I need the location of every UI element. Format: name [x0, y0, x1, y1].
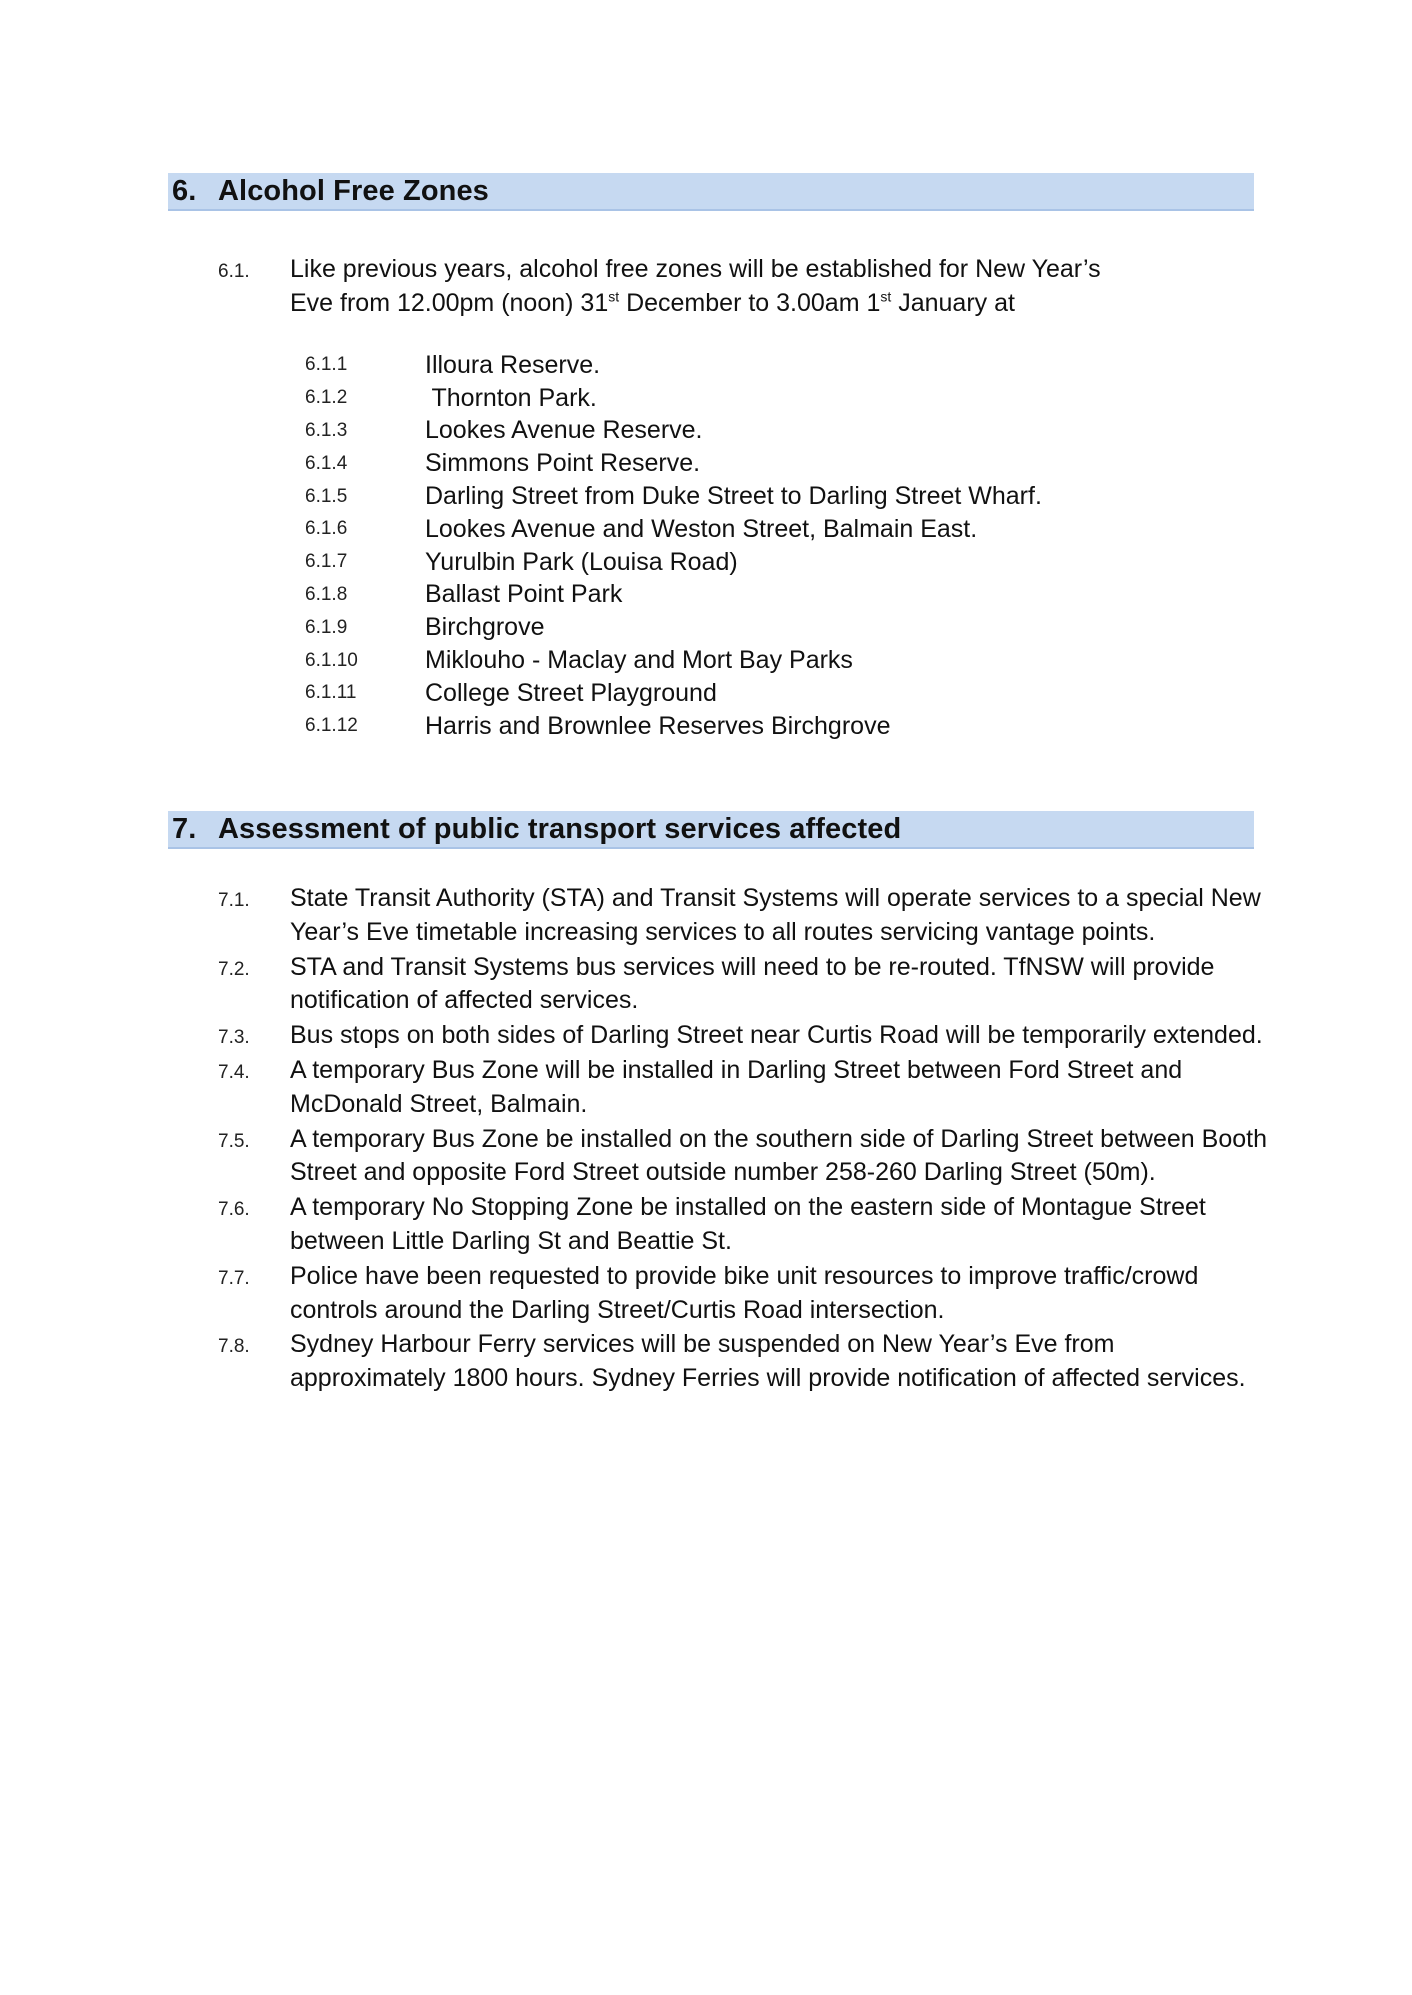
list-item-text: Thornton Park. [425, 383, 597, 412]
paragraph-6-1 [218, 253, 1258, 320]
list-item-text: Miklouho - Maclay and Mort Bay Parks [425, 646, 853, 675]
paragraph-line-2 [290, 287, 1258, 321]
list-item [218, 1328, 1268, 1396]
list-item [305, 480, 1205, 513]
list-item-number: 7.5. [218, 1130, 250, 1152]
list-item-text: Ballast Point Park [425, 580, 623, 609]
list-item-number: 6.1.4 [305, 452, 348, 474]
list-item-text: State Transit Authority (STA) and Transit Systems will operate services to a special New Year’s Eve timetable increasing services to all routes servicing vantage points. [290, 884, 1261, 946]
list-item-text: Harris and Brownlee Reserves Birchgrove [425, 711, 891, 740]
superscript-st: st [608, 288, 620, 305]
list-item [305, 513, 1205, 546]
section-6-heading [168, 173, 1254, 211]
list-item [305, 611, 1205, 644]
list-item-number: 6.1.3 [305, 419, 348, 441]
list-item-text: A temporary No Stopping Zone be installed on the eastern side of Montague Street between Little Darling St and Beattie St. [290, 1193, 1206, 1255]
list-item-number: 7.8. [218, 1336, 250, 1358]
list-item-text: A temporary Bus Zone will be installed in Darling Street between Ford Street and McDonald Street, Balmain. [290, 1055, 1183, 1118]
line-2-part-c: January at [891, 288, 1015, 317]
list-item-number: 6.1.6 [305, 518, 348, 540]
list-item [305, 710, 1205, 743]
section-7-heading [168, 811, 1254, 849]
list-item-number: 7.7. [218, 1267, 250, 1289]
list-item [305, 644, 1205, 677]
section-7-title: Assessment of public transport services affected [218, 812, 902, 845]
transport-services-list [218, 882, 1268, 1397]
line-2-part-b: December to 3.00am 1 [619, 288, 881, 317]
paragraph-line-1: Like previous years, alcohol free zones will be established for New Year’s [290, 255, 1101, 283]
list-item [218, 1191, 1268, 1259]
list-item-text: Illoura Reserve. [425, 350, 601, 379]
list-item-text: A temporary Bus Zone be installed on the southern side of Darling Street between Booth Street and opposite Ford Street outside number 258-260 Darling Street (50m). [290, 1124, 1267, 1187]
list-item-number: 7.6. [218, 1199, 250, 1221]
list-item [218, 1019, 1268, 1053]
list-item-number: 7.2. [218, 958, 250, 980]
list-item [218, 951, 1268, 1019]
list-item-text: Bus stops on both sides of Darling Street near Curtis Road will be temporarily extended. [290, 1021, 1263, 1050]
list-item-text: Darling Street from Duke Street to Darling Street Wharf. [425, 482, 1042, 511]
list-item [305, 677, 1205, 710]
list-item-number: 6.1.9 [305, 616, 348, 638]
list-item [218, 882, 1268, 950]
list-item-number: 6.1.10 [305, 649, 358, 671]
list-item [305, 447, 1205, 480]
list-item-text: Lookes Avenue and Weston Street, Balmain East. [425, 514, 978, 543]
list-item-text: Yurulbin Park (Louisa Road) [425, 547, 738, 576]
list-item-number: 6.1.11 [305, 682, 357, 704]
list-item-text: Sydney Harbour Ferry services will be suspended on New Year’s Eve from approximately 1800 hours. Sydney Ferries will provide notification of affected services. [290, 1330, 1246, 1393]
list-item-text: Lookes Avenue Reserve. [425, 416, 703, 445]
list-item-text: Birchgrove [425, 613, 545, 642]
section-6-number: 6. [172, 174, 197, 207]
section-7-number: 7. [172, 812, 197, 845]
superscript-st: st [880, 288, 892, 305]
list-item-number: 7.3. [218, 1027, 250, 1049]
list-item [218, 1260, 1268, 1328]
list-item-number: 6.1.8 [305, 583, 348, 605]
line-2-part-a: Eve from 12.00pm (noon) 31 [290, 288, 609, 317]
list-item [305, 579, 1205, 612]
list-item [305, 349, 1205, 382]
alcohol-free-zone-list [305, 349, 1205, 743]
list-item [218, 1123, 1268, 1191]
list-item-number: 6.1.1 [305, 354, 348, 376]
paragraph-number: 6.1. [218, 261, 250, 282]
list-item-text: College Street Playground [425, 678, 717, 707]
section-6-title: Alcohol Free Zones [218, 174, 489, 207]
list-item-number: 6.1.2 [305, 387, 348, 409]
list-item-text: Simmons Point Reserve. [425, 449, 701, 478]
list-item [305, 546, 1205, 579]
list-item-number: 7.4. [218, 1061, 250, 1083]
list-item-number: 7.1. [218, 890, 250, 911]
list-item [305, 415, 1205, 448]
list-item [305, 382, 1205, 415]
list-item-number: 6.1.7 [305, 551, 348, 573]
list-item-number: 6.1.12 [305, 715, 358, 737]
list-item-text: Police have been requested to provide bike unit resources to improve traffic/crowd controls around the Darling Street/Curtis Road intersection. [290, 1261, 1199, 1324]
list-item-number: 6.1.5 [305, 485, 348, 507]
list-item-text: STA and Transit Systems bus services will need to be re-routed. TfNSW will provide notification of affected services. [290, 952, 1215, 1015]
list-item [218, 1054, 1268, 1122]
